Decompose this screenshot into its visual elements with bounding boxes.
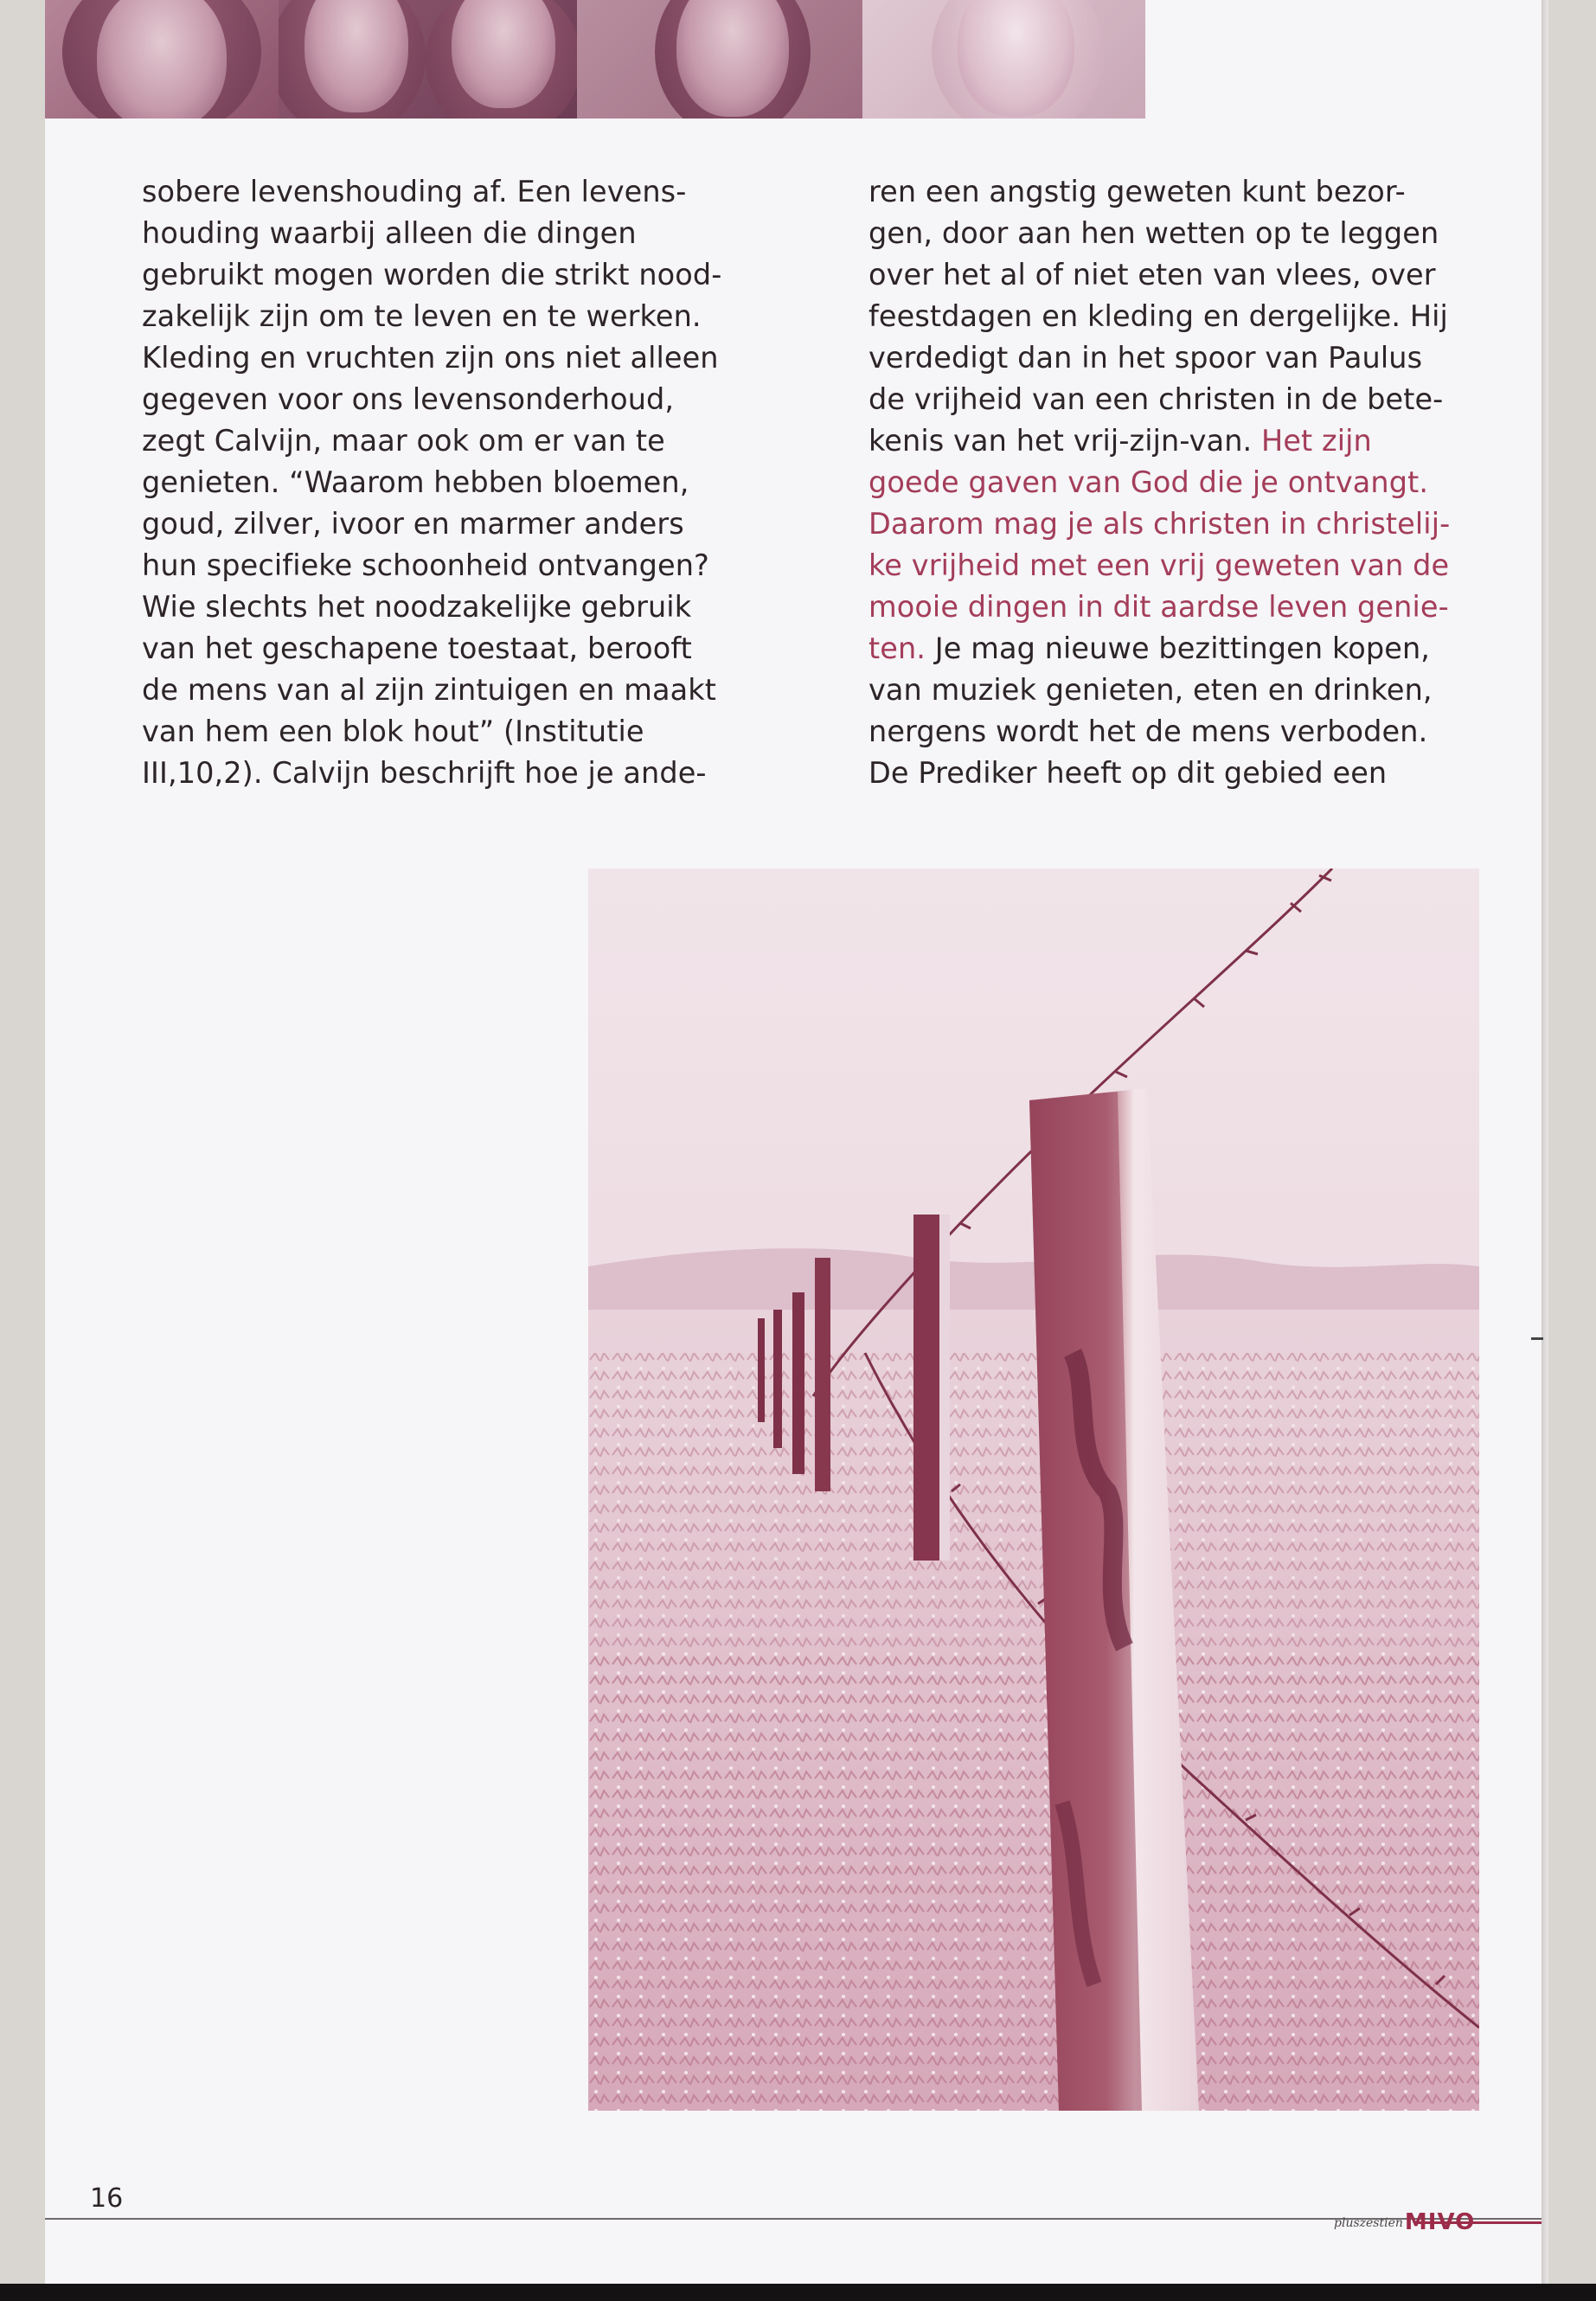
article-line — [869, 213, 1491, 254]
face-photo-3 — [577, 0, 862, 119]
article-line: goud, zilver, ivoor en marmer anders — [142, 507, 684, 541]
magazine-page — [45, 0, 1542, 2301]
logo-subtitle: pluszestien — [1334, 2216, 1403, 2230]
footer-rule — [45, 2218, 1542, 2220]
face-photo-2 — [279, 0, 577, 119]
fence-post-photo — [588, 868, 1479, 2111]
article-line — [869, 670, 1491, 711]
article-text: verdedigt dan in het spoor van Paulus — [869, 341, 1423, 375]
highlighted-text: mooie dingen in dit aardse leven genie- — [869, 590, 1449, 624]
article-line: de mens van al zijn zintuigen en maakt — [142, 673, 716, 707]
article-line: sobere levenshouding af. Een levens- — [142, 175, 687, 208]
article-line: Wie slechts het noodzakelijke gebruik — [142, 590, 692, 624]
page-number: 16 — [90, 2183, 124, 2214]
highlighted-text: ke vrijheid met een vrij geweten van de — [869, 548, 1450, 582]
article-line: van het geschapene toestaat, berooft — [142, 631, 692, 665]
article-text: Je mag nieuwe bezittingen kopen, — [926, 631, 1431, 665]
article-text: kenis van het vrij-zijn-van. — [869, 424, 1262, 458]
logo-brand: MIVO — [1404, 2209, 1476, 2235]
article-line — [869, 586, 1491, 628]
article-text: ren een angstig geweten kunt bezor- — [869, 175, 1406, 208]
article-text: van muziek genieten, eten en drinken, — [869, 673, 1433, 707]
highlighted-text: Daarom mag je als christen in christelij- — [869, 507, 1451, 541]
article-line — [869, 753, 1491, 794]
article-text: gen, door aan hen wetten op te leggen — [869, 216, 1439, 250]
article-line — [869, 420, 1491, 462]
article-line — [869, 462, 1491, 503]
article-line: hun specifieke schoonheid ontvangen? — [142, 548, 709, 582]
mivo-logo — [1334, 2201, 1475, 2235]
highlighted-text: Het zijn — [1261, 424, 1372, 458]
article-line: zegt Calvijn, maar ook om er van te — [142, 424, 665, 458]
face-photo-4 — [862, 0, 1145, 119]
article-text: feestdagen en kleding en dergelijke. Hij — [869, 299, 1448, 333]
article-column-right — [869, 171, 1491, 794]
article-line: houding waarbij alleen die dingen — [142, 216, 637, 250]
article-text: De Prediker heeft op dit gebied een — [869, 756, 1388, 790]
article-line: genieten. “Waarom hebben bloemen, — [142, 465, 689, 499]
article-line — [869, 171, 1491, 213]
article-line: gegeven voor ons levensonderhoud, — [142, 382, 675, 416]
top-photo-strip — [45, 0, 1145, 119]
article-line — [869, 628, 1491, 670]
edge-mark — [1531, 1337, 1543, 1340]
article-line — [869, 254, 1491, 296]
article-text: de vrijheid van een christen in de bete- — [869, 382, 1444, 416]
article-line: III,10,2). Calvijn beschrijft hoe je ande- — [142, 756, 707, 790]
article-line — [869, 337, 1491, 379]
highlighted-text: goede gaven van God die je ontvangt. — [869, 465, 1429, 499]
article-line — [869, 296, 1491, 337]
article-text: nergens wordt het de mens verboden. — [869, 715, 1428, 748]
article-text: over het al of niet eten van vlees, over — [869, 258, 1436, 292]
article-line — [869, 379, 1491, 420]
frosted-fence-illustration — [588, 868, 1479, 2111]
face-photo-1 — [45, 0, 279, 119]
article-line: gebruikt mogen worden die strikt nood- — [142, 258, 722, 292]
highlighted-text: ten. — [869, 631, 926, 665]
article-line: Kleding en vruchten zijn ons niet alleen — [142, 341, 719, 375]
article-line: van hem een blok hout” (Institutie — [142, 715, 644, 748]
article-line — [869, 545, 1491, 586]
article-line — [869, 711, 1491, 753]
article-column-left — [142, 171, 765, 794]
scan-bottom-band — [0, 2284, 1596, 2301]
page-edge — [1542, 0, 1548, 2301]
article-line — [869, 503, 1491, 545]
article-line: zakelijk zijn om te leven en te werken. — [142, 299, 702, 333]
